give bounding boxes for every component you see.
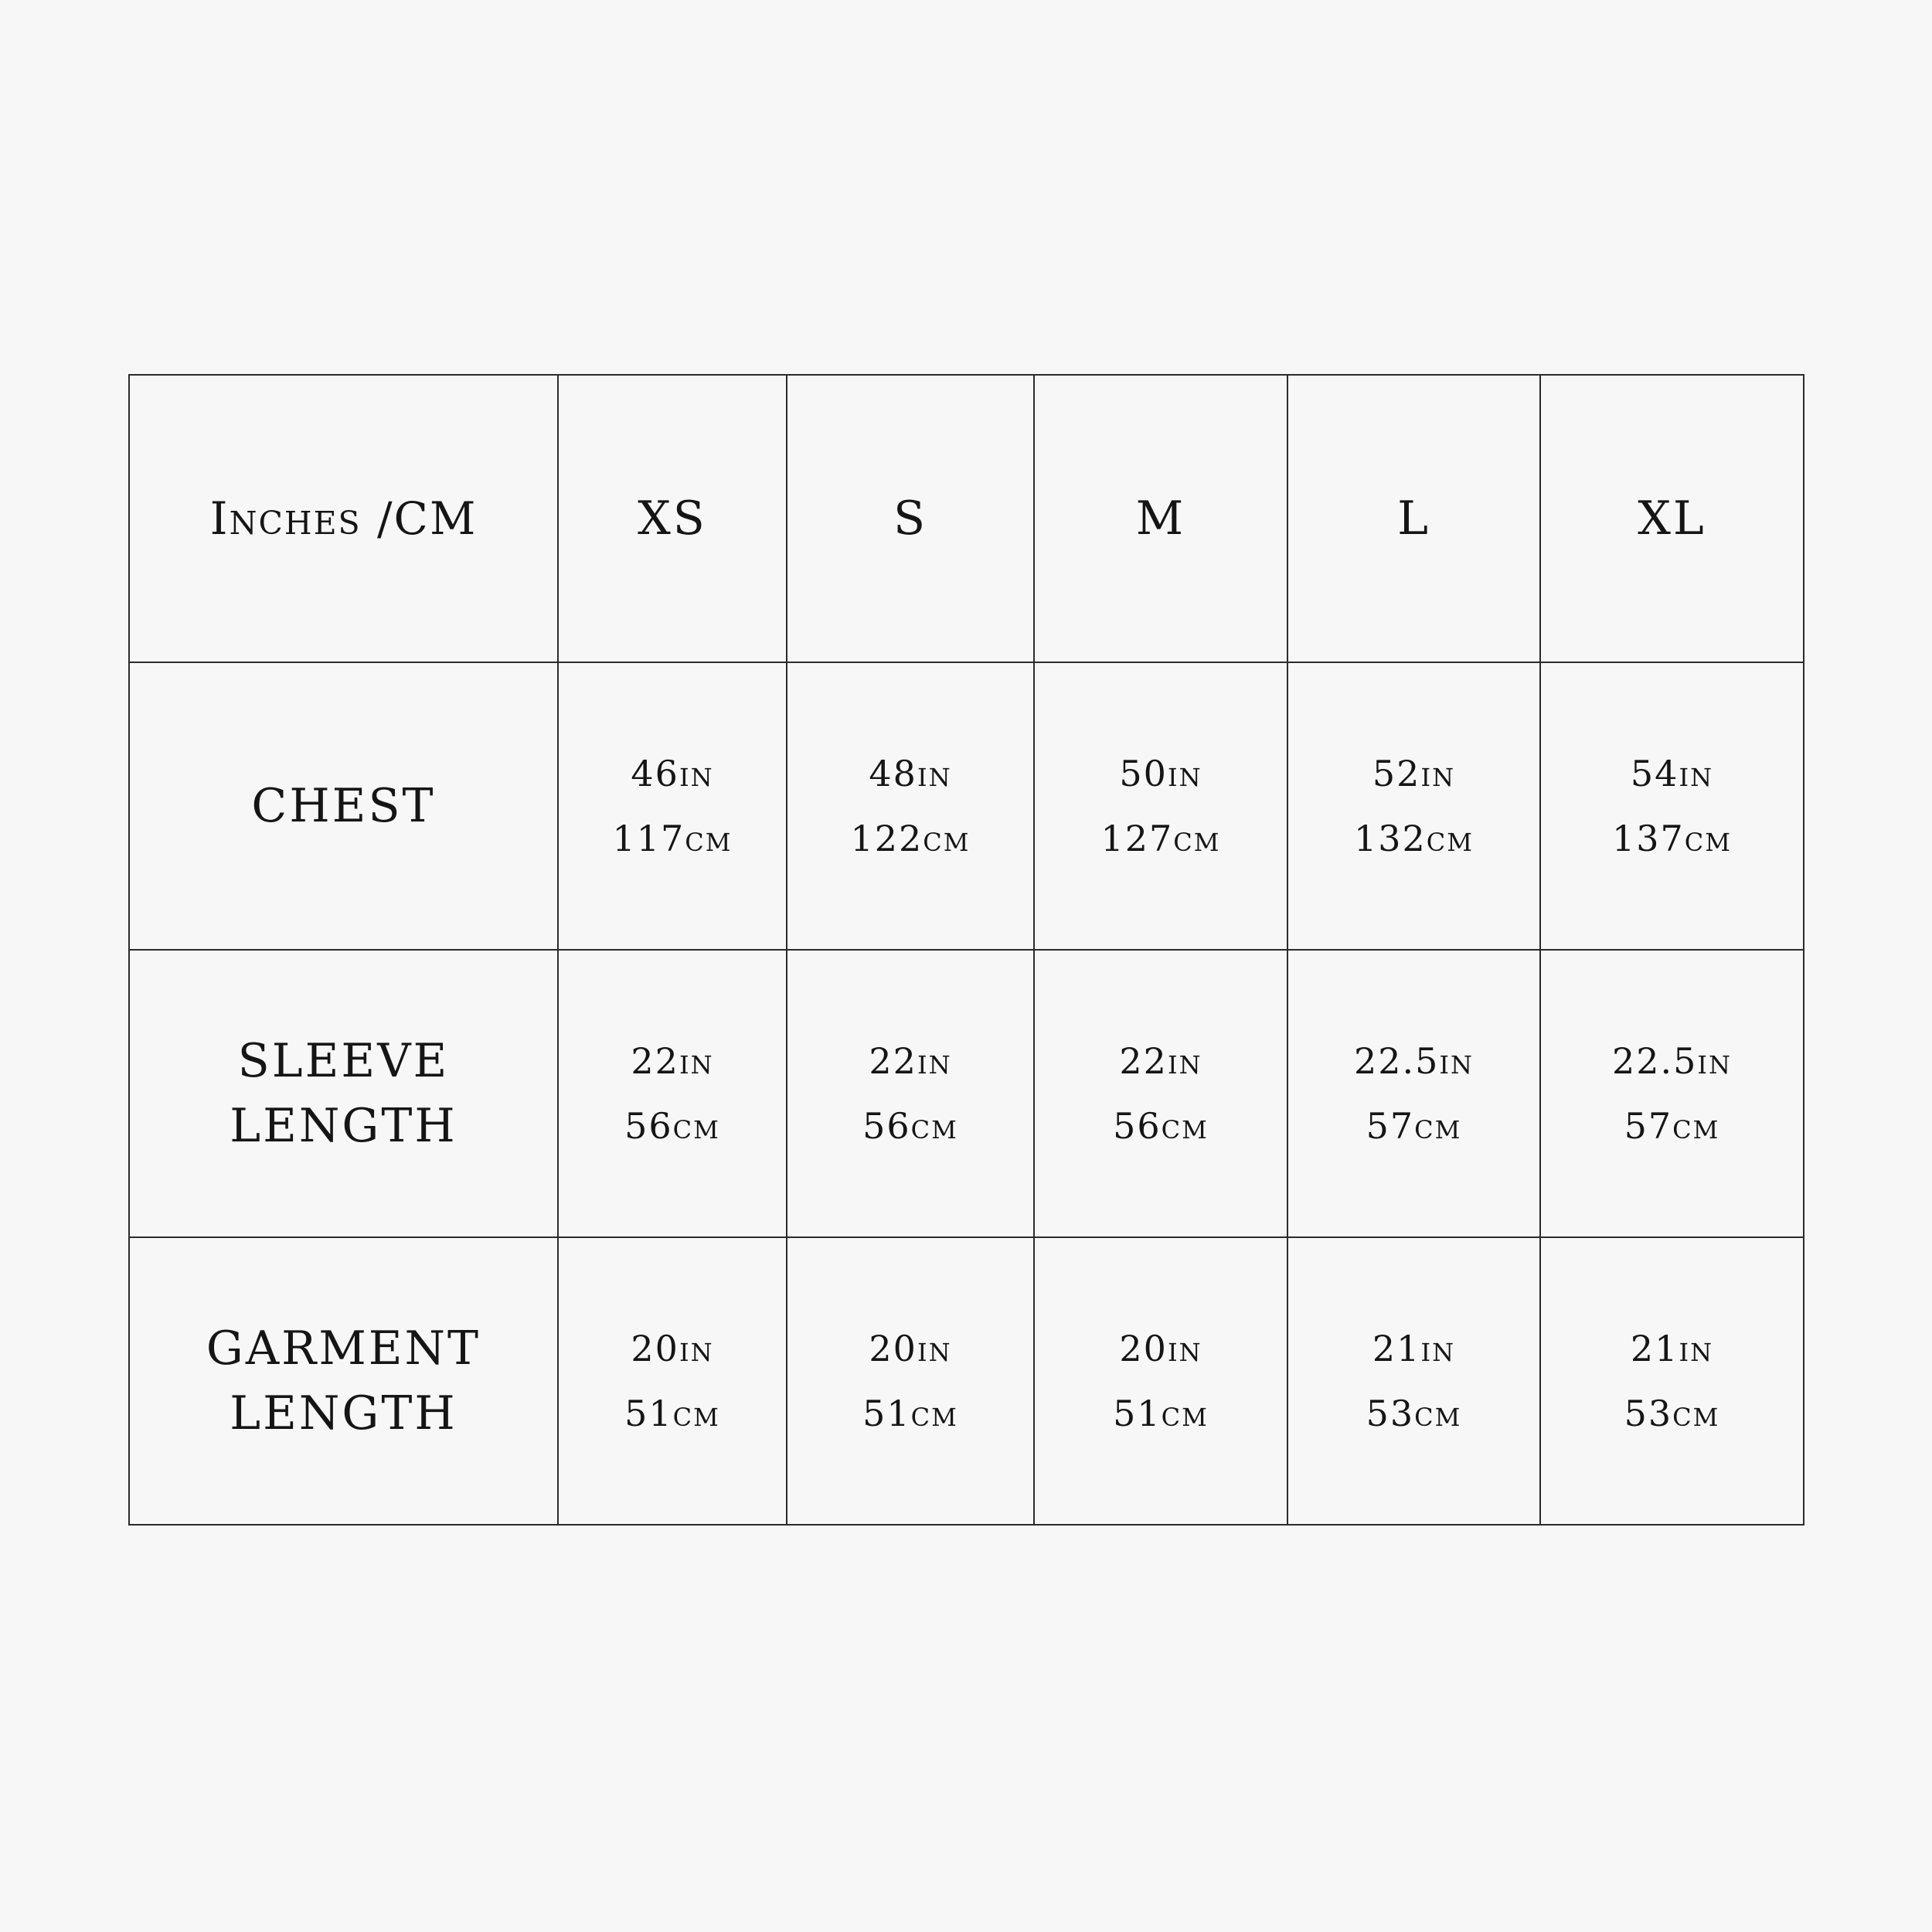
cm-value: 127cm bbox=[1100, 818, 1221, 859]
inches-value: 22.5in bbox=[1611, 1040, 1733, 1082]
measurement-cell bbox=[558, 1237, 787, 1525]
row-label-line: GARMENT bbox=[206, 1321, 481, 1376]
size-label: S bbox=[893, 492, 928, 546]
cm-value: 137cm bbox=[1611, 818, 1733, 859]
inches-value: 22in bbox=[631, 1040, 714, 1082]
measurement-cell bbox=[1540, 950, 1804, 1237]
cm-value: 122cm bbox=[850, 818, 971, 859]
size-label: XL bbox=[1638, 492, 1706, 546]
measurement-cell bbox=[787, 950, 1034, 1237]
cm-value: 51cm bbox=[862, 1393, 958, 1434]
measurement-cell bbox=[1034, 1237, 1287, 1525]
cm-value: 53cm bbox=[1366, 1393, 1462, 1434]
header-row bbox=[129, 375, 1804, 662]
measurement-cell bbox=[558, 950, 787, 1237]
measurement-cell bbox=[1034, 950, 1287, 1237]
row-label: CHEST bbox=[251, 779, 436, 833]
cm-value: 117cm bbox=[612, 818, 733, 859]
measurement-cell bbox=[1287, 662, 1540, 950]
cm-value: 51cm bbox=[1113, 1393, 1209, 1434]
row-label-line: SLEEVE bbox=[237, 1034, 450, 1088]
inches-value: 52in bbox=[1372, 753, 1456, 794]
unit-label: Inches /CM bbox=[209, 492, 478, 545]
inches-value: 20in bbox=[631, 1328, 714, 1369]
row-label-cell bbox=[129, 1237, 558, 1525]
row-label-cell bbox=[129, 662, 558, 950]
inches-value: 20in bbox=[869, 1328, 952, 1369]
corner-cell bbox=[129, 375, 558, 662]
inches-value: 21in bbox=[1372, 1328, 1456, 1369]
size-header-xs bbox=[558, 375, 787, 662]
measurement-cell bbox=[787, 662, 1034, 950]
row-label-line: LENGTH bbox=[230, 1099, 457, 1153]
cm-value: 132cm bbox=[1353, 818, 1475, 859]
row-chest bbox=[129, 662, 1804, 950]
inches-value: 48in bbox=[869, 753, 952, 794]
size-label: M bbox=[1135, 492, 1186, 546]
size-header-s bbox=[787, 375, 1034, 662]
size-chart-table bbox=[128, 374, 1804, 1526]
inches-value: 21in bbox=[1630, 1328, 1714, 1369]
row-label-cell bbox=[129, 950, 558, 1237]
cm-value: 56cm bbox=[862, 1105, 958, 1147]
measurement-cell bbox=[1287, 1237, 1540, 1525]
inches-value: 46in bbox=[631, 753, 714, 794]
cm-value: 56cm bbox=[1113, 1105, 1209, 1147]
measurement-cell bbox=[558, 662, 787, 950]
cm-value: 57cm bbox=[1624, 1105, 1720, 1147]
measurement-cell bbox=[1540, 662, 1804, 950]
measurement-cell bbox=[1034, 662, 1287, 950]
measurement-cell bbox=[1287, 950, 1540, 1237]
cm-value: 56cm bbox=[624, 1105, 720, 1147]
inches-value: 50in bbox=[1119, 753, 1202, 794]
cm-value: 51cm bbox=[624, 1393, 720, 1434]
inches-value: 22.5in bbox=[1353, 1040, 1475, 1082]
size-header-l bbox=[1287, 375, 1540, 662]
size-header-xl bbox=[1540, 375, 1804, 662]
inches-value: 22in bbox=[869, 1040, 952, 1082]
inches-value: 20in bbox=[1119, 1328, 1202, 1369]
size-header-m bbox=[1034, 375, 1287, 662]
inches-value: 22in bbox=[1119, 1040, 1202, 1082]
size-label: L bbox=[1397, 492, 1430, 546]
cm-value: 57cm bbox=[1366, 1105, 1462, 1147]
size-label: XS bbox=[638, 492, 707, 546]
cm-value: 53cm bbox=[1624, 1393, 1720, 1434]
measurement-cell bbox=[1540, 1237, 1804, 1525]
row-label-line: LENGTH bbox=[230, 1386, 457, 1440]
row-sleeve-length bbox=[129, 950, 1804, 1237]
row-garment-length bbox=[129, 1237, 1804, 1525]
inches-value: 54in bbox=[1630, 753, 1714, 794]
measurement-cell bbox=[787, 1237, 1034, 1525]
